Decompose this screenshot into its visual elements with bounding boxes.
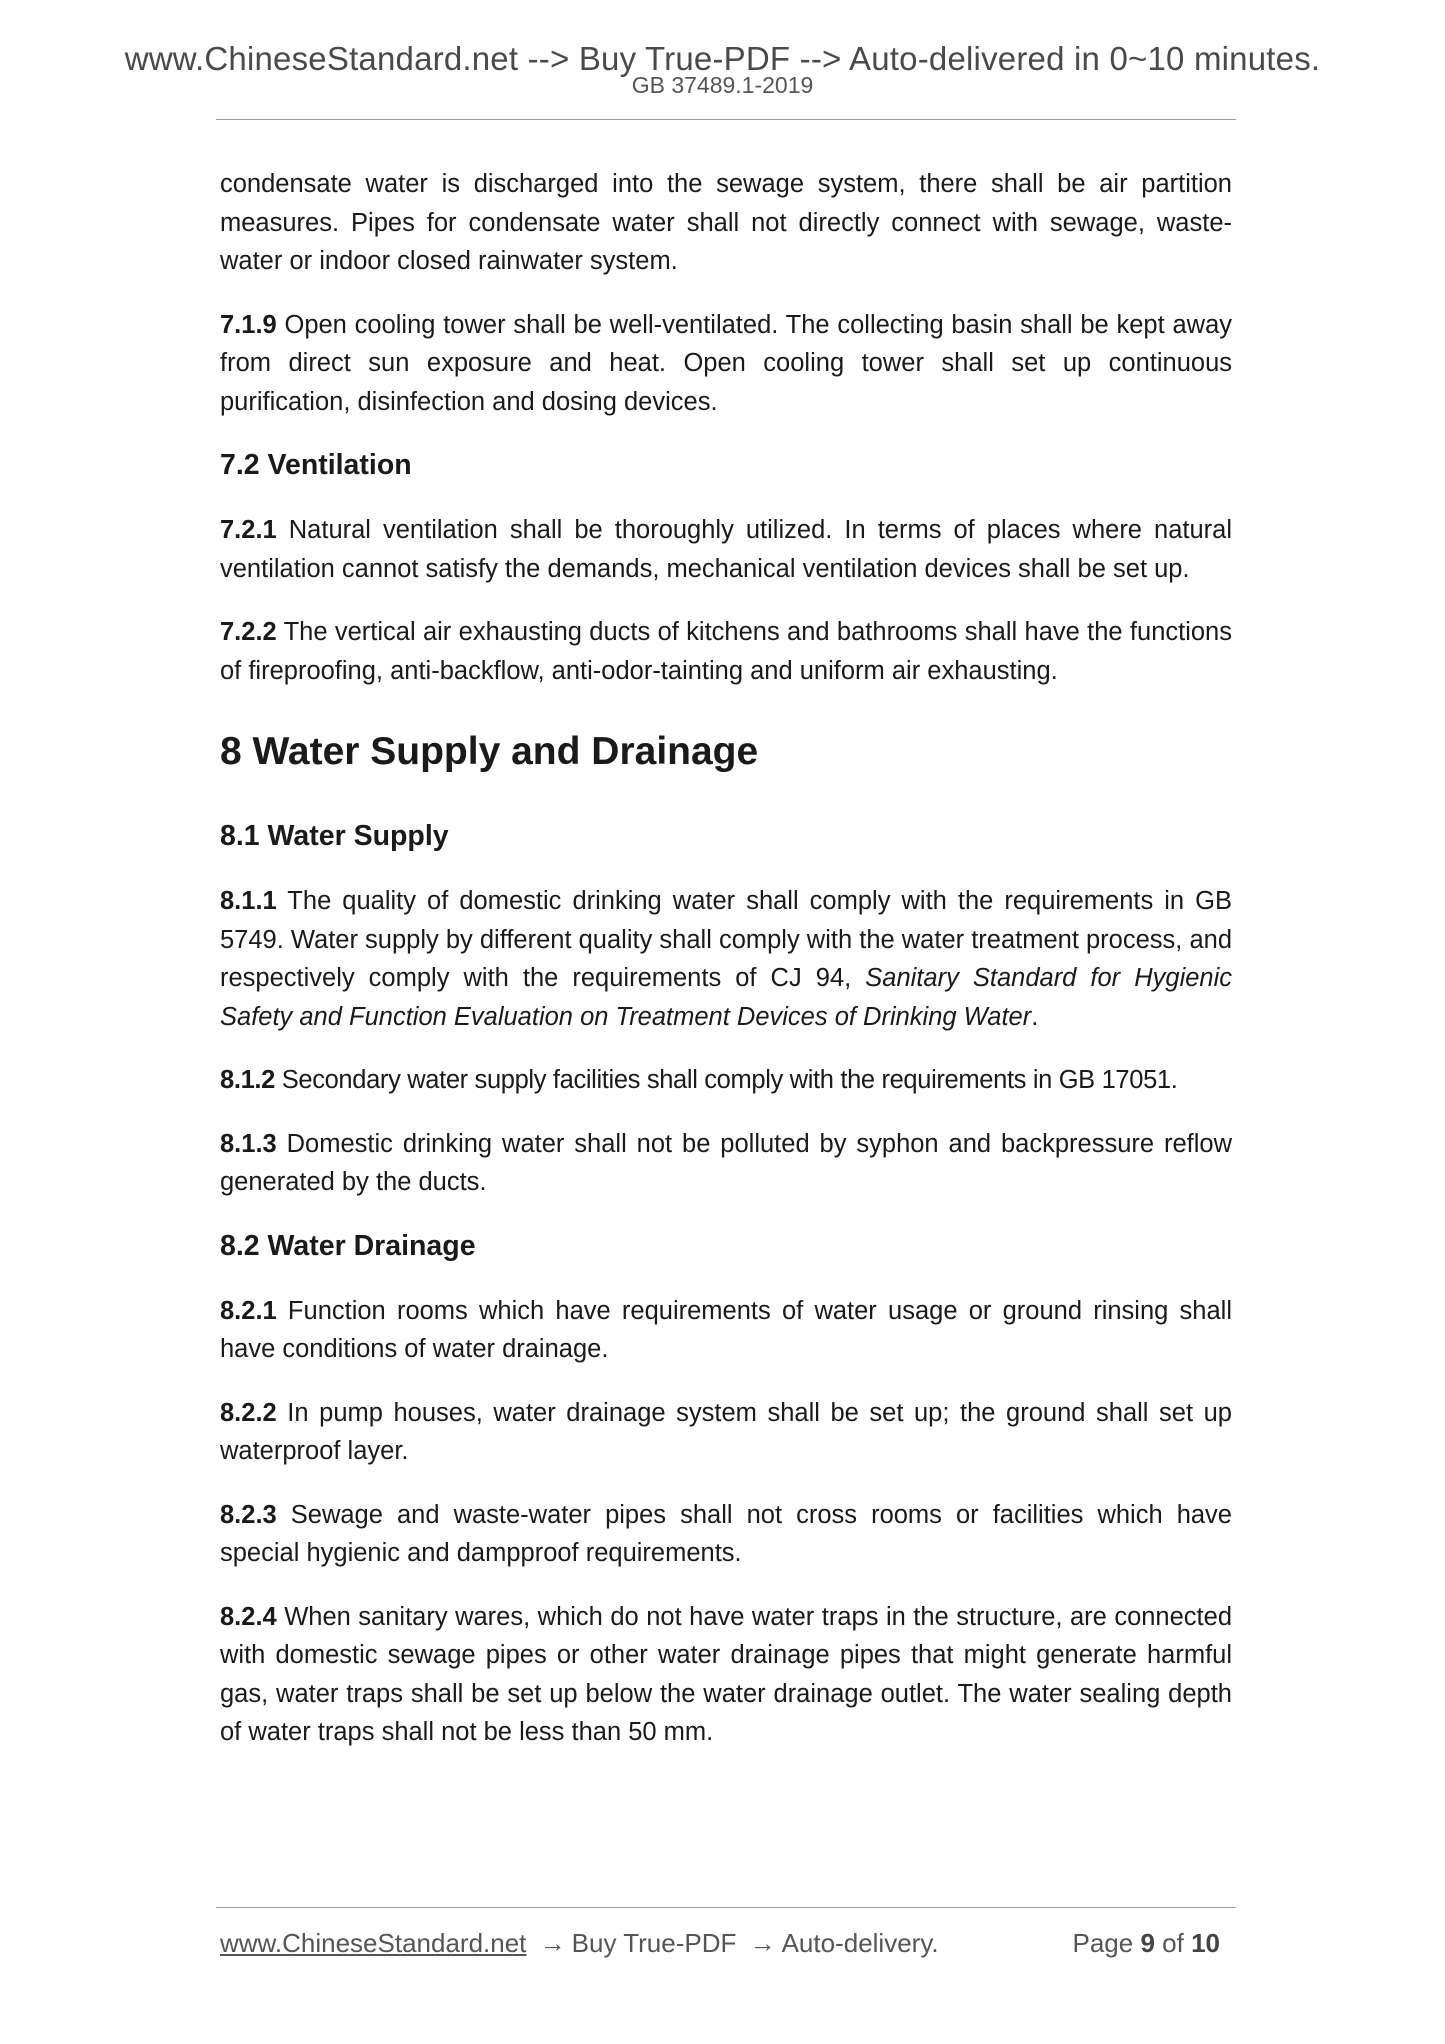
clause-text: In pump houses, water drainage system shall be set up; the ground shall set up waterproof layer. — [220, 1398, 1232, 1465]
paragraph-continued — [220, 165, 1232, 281]
clause-text: When sanitary wares, which do not have water traps in the structure, are connected with domestic sewage pipes or other water drainage pipes that might generate harmful gas, water traps shall be set up below the water drainage outlet. The water sealing depth of water traps shall not be less than 50 mm. — [220, 1602, 1232, 1746]
page-total: 10 — [1191, 1928, 1220, 1958]
clause-8-1-2 — [220, 1061, 1232, 1100]
clause-number: 8.1.3 — [220, 1129, 277, 1158]
clause-7-2-1 — [220, 511, 1232, 588]
page-label: Page — [1072, 1928, 1134, 1958]
clause-8-2-3 — [220, 1496, 1232, 1573]
header-divider — [216, 119, 1236, 120]
clause-text: Sewage and waste-water pipes shall not cross rooms or facilities which have special hygienic and dampproof requirements. — [220, 1500, 1232, 1567]
page-footer — [220, 1928, 1232, 1959]
page-number — [1072, 1928, 1220, 1959]
clause-8-2-2 — [220, 1394, 1232, 1471]
chapter-heading-8: 8 Water Supply and Drainage — [220, 730, 759, 773]
clause-number: 8.2.3 — [220, 1500, 277, 1529]
clause-number: 8.1.1 — [220, 887, 277, 915]
section-heading-7-2: 7.2 Ventilation — [220, 449, 412, 481]
clause-8-1-3 — [220, 1125, 1232, 1202]
paragraph-text: condensate water is discharged into the sewage system, there shall be air partition measures. Pipes for condensate water shall not directly connect with sewage, waste-water or indoor closed rainwater system. — [220, 170, 1232, 275]
clause-number: 7.2.2 — [220, 618, 277, 646]
of-label: of — [1162, 1928, 1184, 1958]
clause-text: Secondary water supply facilities shall comply with the requirements in GB 17051. — [274, 1066, 1178, 1094]
clause-number: 7.2.1 — [220, 516, 277, 544]
clause-text: The vertical air exhausting ducts of kitchens and bathrooms shall have the functions of fireproofing, anti-backflow, anti-odor-tainting and uniform air exhausting. — [220, 618, 1232, 685]
clause-text: Function rooms which have requirements of water usage or ground rinsing shall have conditions of water drainage. — [220, 1296, 1232, 1363]
clause-8-2-1 — [220, 1292, 1232, 1369]
clause-7-1-9 — [220, 306, 1232, 422]
clause-number: 8.1.2 — [220, 1066, 275, 1094]
clause-number: 8.2.2 — [220, 1398, 277, 1427]
clause-number: 8.2.1 — [220, 1296, 277, 1325]
arrow-right-icon: → — [749, 1928, 776, 1958]
clause-end: . — [1031, 1002, 1039, 1031]
section-heading-8-2: 8.2 Water Drainage — [220, 1229, 476, 1262]
section-heading-8-1: 8.1 Water Supply — [220, 820, 449, 852]
clause-text: Open cooling tower shall be well-ventilated. The collecting basin shall be kept away from direct sun exposure and heat. Open cooling tower shall set up continuous purification, disinfection and dosing devices. — [220, 310, 1232, 416]
standard-code: GB 37489.1-2019 — [631, 72, 814, 98]
clause-text: The quality of domestic drinking water shall comply with the requirements in GB 5749. Water supply by different quality shall comply with the water treatment process, and respectively comply with the requirements of CJ 94, — [220, 887, 1233, 992]
footer-buy-text: Buy True-PDF — [571, 1928, 737, 1958]
clause-number: 8.2.4 — [220, 1602, 277, 1631]
clause-number: 7.1.9 — [220, 310, 277, 339]
clause-text: Natural ventilation shall be thoroughly utilized. In terms of places where natural ventilation cannot satisfy the demands, mechanical ventilation devices shall be set up. — [220, 516, 1232, 583]
standard-title: Sanitary Standard for Hygienic Safety and Function Evaluation on Treatment Devices of Drinking Water — [220, 964, 1233, 1031]
clause-8-2-4 — [220, 1598, 1232, 1752]
document-body — [220, 165, 1232, 1777]
clause-7-2-2 — [220, 613, 1232, 690]
clause-8-1-1 — [220, 882, 1232, 1036]
page-current: 9 — [1140, 1928, 1155, 1958]
footer-site-link[interactable]: www.ChineseStandard.net — [220, 1928, 527, 1958]
site-banner[interactable]: www.ChineseStandard.net --> Buy True-PDF --> Auto-delivered in 0~10 minutes. — [124, 40, 1321, 77]
clause-text: Domestic drinking water shall not be polluted by syphon and backpressure reflow generated by the ducts. — [220, 1129, 1232, 1196]
footer-delivery-text: Auto-delivery. — [781, 1928, 939, 1958]
footer-divider — [216, 1907, 1236, 1908]
arrow-right-icon: → — [539, 1928, 566, 1958]
